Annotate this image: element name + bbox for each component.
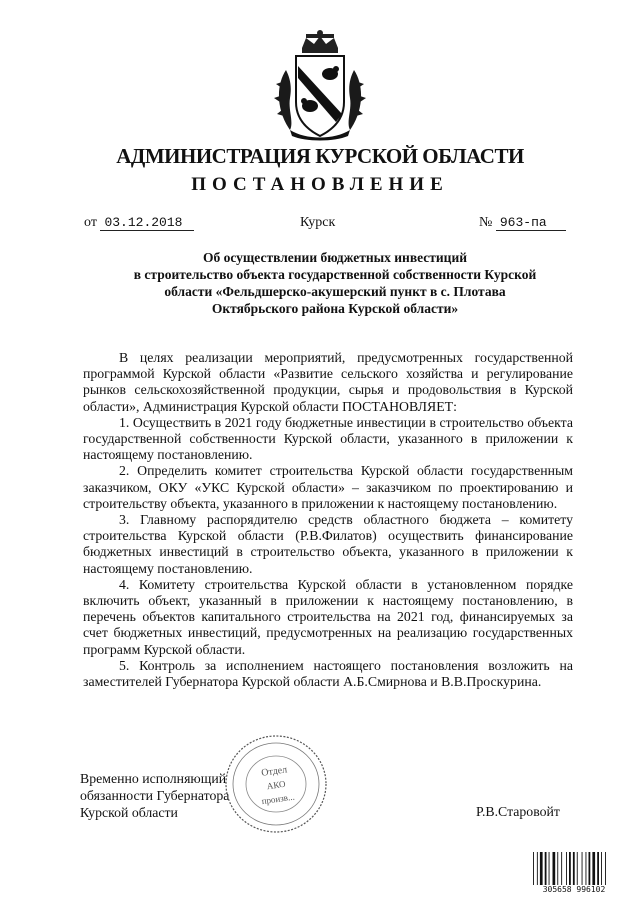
number-value: 963-па: [496, 216, 566, 231]
coat-of-arms-emblem: [272, 30, 368, 142]
stamp-text-2: АКО: [266, 778, 287, 792]
barcode-bar: [557, 852, 558, 886]
barcode-bar: [577, 852, 578, 886]
barcode-bar: [553, 852, 556, 886]
document-body: [83, 350, 573, 690]
item-paragraph-1: 1. Осуществить в 2021 году бюджетные инвестиции в строительство объекта государственной собственности Курской области, указанного в приложении к настоящему постановлению.: [83, 414, 573, 463]
barcode-bar: [533, 852, 534, 886]
signatory-name: Р.В.Старовойт: [476, 804, 560, 819]
organization-heading: АДМИНИСТРАЦИЯ КУРСКОЙ ОБЛАСТИ: [116, 144, 524, 168]
position-line: обязанности Губернатора: [80, 788, 230, 803]
date-prefix: от: [84, 215, 97, 230]
document-title: [88, 249, 582, 317]
barcode-number: 305658 996102: [531, 885, 617, 895]
item-paragraph-3: 3. Главному распорядителю средств областного бюджета – комитету строительства Курской области (Р.В.Филатов) осуществить финансирование бюджетных инвестиций в строительство объекта, указанного в приложении к настоящему постановлению.: [83, 512, 573, 576]
barcode-bar: [566, 852, 567, 886]
official-stamp: [222, 732, 330, 836]
item-paragraph-2: 2. Определить комитет строительства Курской области государственным заказчиком, ОКУ «УКС Курской области» – заказчиком по проектированию и строительству объекта, указанного в приложении к настоящему постановлению.: [83, 463, 573, 511]
stamp-text-3: произв...: [260, 791, 296, 807]
barcode-bar: [589, 852, 591, 886]
document-date: [84, 215, 194, 231]
preamble-paragraph: В целях реализации мероприятий, предусмотренных государственной программой Курской области «Развитие сельского хозяйства и регулирование рынков сельскохозяйственной продукции, сырья и продовольствия в Курской области», Администрация Курской области ПОСТАНОВЛЯЕТ:: [83, 350, 573, 414]
position-line: Курской области: [80, 805, 178, 820]
stamp-text-1: Отдел: [260, 764, 288, 779]
number-prefix: №: [479, 215, 493, 230]
barcode-bar: [582, 852, 583, 886]
item-paragraph-4: 4. Комитету строительства Курской области в установленном порядке включить объект, указанный в приложении к настоящему постановлению, в перечень объектов капитального строительства на 2021 год, финансируемых за счет бюджетных инвестиций, предусмотренных на реализацию государственных программ Курской области.: [83, 576, 573, 657]
barcode-bar: [592, 852, 595, 886]
barcode-bar: [569, 852, 571, 886]
barcode-bar: [605, 852, 606, 886]
document-type-heading: ПОСТАНОВЛЕНИЕ: [191, 174, 449, 195]
document-city: Курск: [300, 215, 336, 230]
title-line: Об осуществлении бюджетных инвестиций: [202, 250, 468, 265]
barcode-bar: [601, 852, 602, 886]
barcode-bar: [537, 852, 538, 886]
barcode-bar: [573, 852, 575, 886]
barcode-bar: [545, 852, 547, 886]
item-paragraph-5: 5. Контроль за исполнением настоящего постановления возложить на заместителей Губернатора Курской области А.Б.Смирнова и В.В.Проскурина.: [83, 657, 573, 690]
title-line: области «Фельдшерско-акушерский пункт в с. Плотава: [164, 284, 506, 299]
barcode-bar: [561, 852, 562, 886]
date-value: 03.12.2018: [100, 216, 194, 231]
barcode-bar: [549, 852, 550, 886]
title-line: Октябрьского района Курской области»: [211, 301, 459, 316]
barcode-bar: [540, 852, 543, 886]
barcode-bar: [586, 852, 587, 886]
document-number: [479, 215, 566, 231]
signatory-position: [80, 770, 229, 821]
title-line: в строительство объекта государственной собственности Курской: [133, 267, 537, 282]
position-line: Временно исполняющий: [80, 771, 227, 786]
barcode-bar: [597, 852, 599, 886]
